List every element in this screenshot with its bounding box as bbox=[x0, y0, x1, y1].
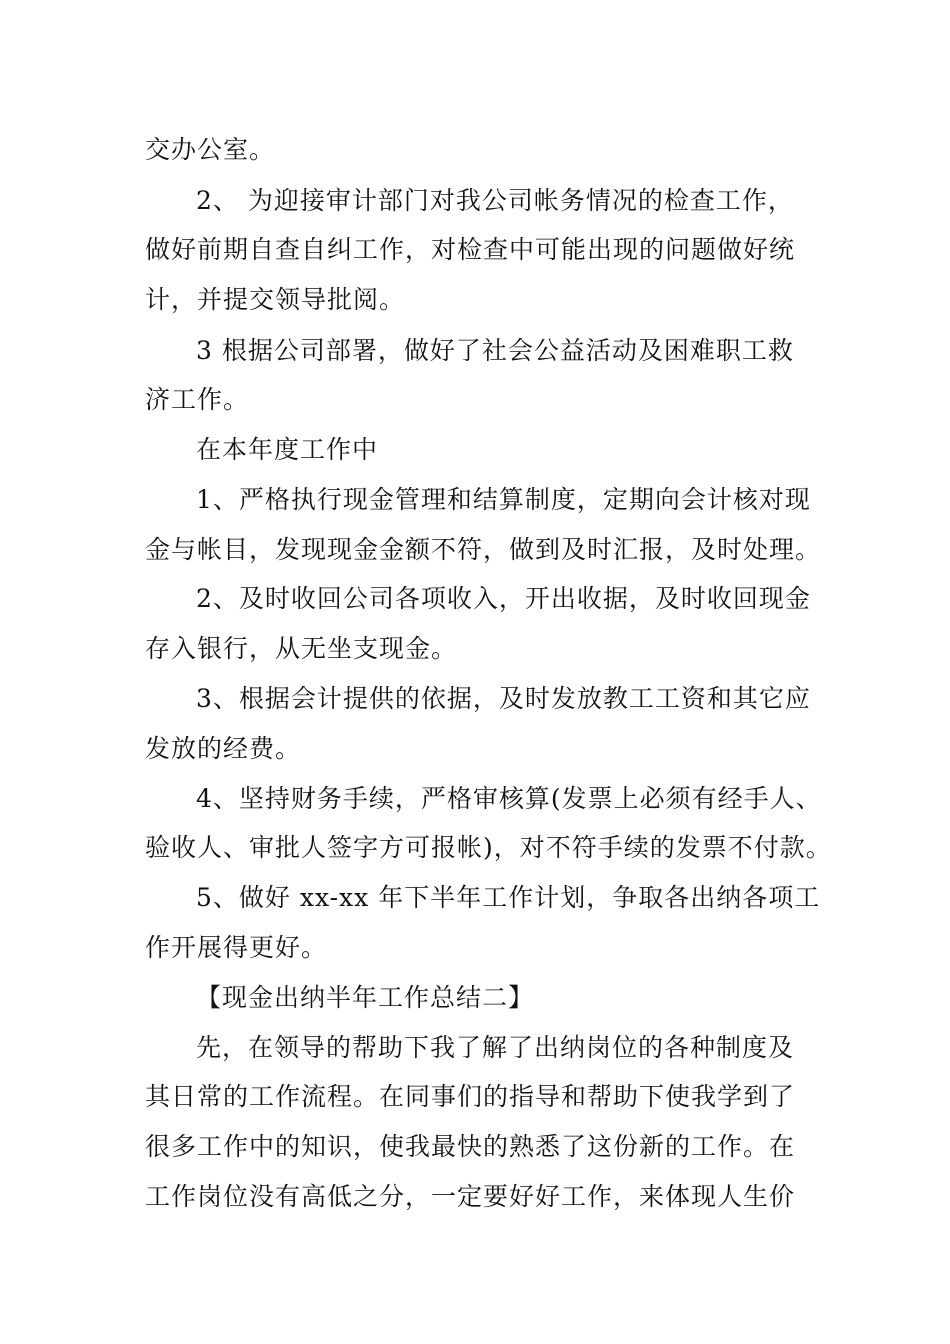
section-heading: 【现金出纳半年工作总结二】 bbox=[196, 983, 535, 1012]
text-line: 先，在领导的帮助下我了解了出纳岗位的各种制度及 bbox=[196, 1033, 795, 1062]
text-line: 2、及时收回公司各项收入，开出收据，及时收回现金 bbox=[196, 584, 811, 613]
text-line: 验收人、审批人签字方可报帐)，对不符手续的发票不付款。 bbox=[145, 833, 832, 862]
text-line: 计，并提交领导批阅。 bbox=[145, 285, 406, 314]
text-line: 济工作。 bbox=[145, 385, 250, 414]
text-line: 5、做好 xx-xx 年下半年工作计划，争取各出纳各项工 bbox=[196, 883, 821, 912]
text-line: 3、根据会计提供的依据，及时发放教工工资和其它应 bbox=[196, 684, 811, 713]
text-line: 交办公室。 bbox=[145, 135, 276, 164]
text-line: 作开展得更好。 bbox=[145, 933, 328, 962]
text-line: 工作岗位没有高低之分，一定要好好工作，来体现人生价 bbox=[145, 1182, 796, 1211]
text-line: 4、坚持财务手续，严格审核算(发票上必须有经手人、 bbox=[196, 784, 822, 813]
text-line: 1、严格执行现金管理和结算制度，定期向会计核对现 bbox=[196, 485, 811, 514]
text-line: 2、 为迎接审计部门对我公司帐务情况的检查工作， bbox=[196, 186, 794, 215]
text-line: 很多工作中的知识，使我最快的熟悉了这份新的工作。在 bbox=[145, 1132, 796, 1161]
text-line: 存入银行，从无坐支现金。 bbox=[145, 634, 458, 663]
text-line: 发放的经费。 bbox=[145, 734, 302, 763]
text-line: 3 根据公司部署，做好了社会公益活动及困难职工救 bbox=[196, 336, 794, 365]
text-line: 在本年度工作中 bbox=[196, 435, 379, 464]
text-line: 做好前期自查自纠工作，对检查中可能出现的问题做好统 bbox=[145, 235, 796, 264]
text-line: 金与帐目，发现现金金额不符，做到及时汇报，及时处理。 bbox=[145, 535, 822, 564]
text-line: 其日常的工作流程。在同事们的指导和帮助下使我学到了 bbox=[145, 1082, 796, 1111]
